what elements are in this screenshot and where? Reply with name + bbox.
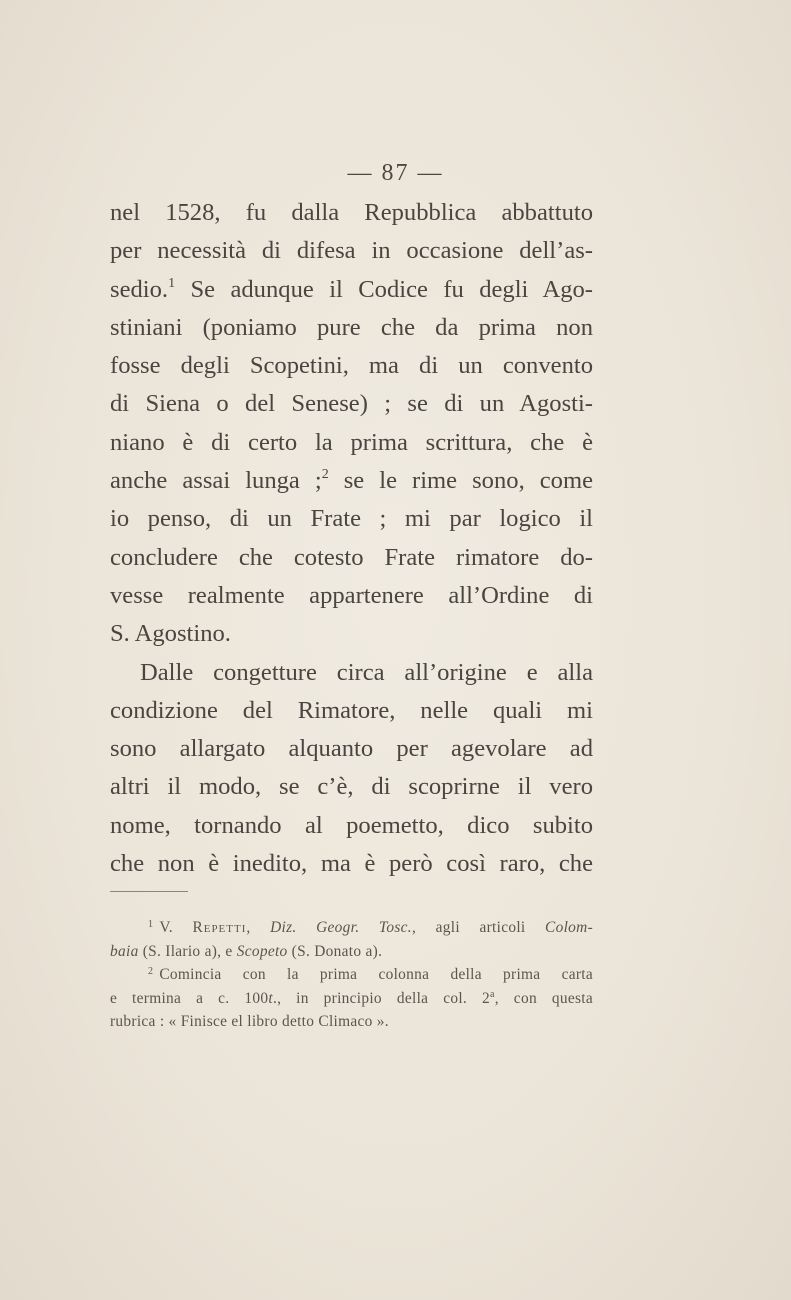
footnote-2-line: [110, 963, 593, 987]
footnote-mark: 2: [148, 966, 154, 977]
footnote-text: , agli articoli: [411, 919, 546, 936]
text-segment: Se adunque il Codice fu degli Ago-: [175, 275, 593, 303]
footnote-title: Diz. Geogr. Tosc.: [270, 919, 412, 936]
footnotes: [110, 916, 593, 1034]
text-line: vesse realmente appartenere all’Ordine di: [110, 581, 593, 609]
footnote-text: a: [489, 988, 495, 1000]
footnote-2-line: rubrica : « Finisce el libro detto Climaco ».: [110, 1013, 389, 1030]
text-line: [110, 271, 593, 309]
text-line: stiniani (poniamo pure che da prima non: [110, 313, 593, 341]
footnote-text: ., in principio della col. 2: [272, 989, 490, 1007]
main-text: [110, 194, 593, 883]
footnote-place: Colom-: [545, 919, 594, 936]
text-segment: se le rime sono, come: [328, 467, 593, 495]
footnote-text: (S. Ilario a), e: [138, 942, 237, 960]
text-line: per necessità di difesa in occasione dell’as-: [110, 237, 593, 265]
footnote-text: (S. Donato a).: [287, 942, 383, 960]
footnote-ref: 1: [168, 275, 176, 291]
footnote-divider: [110, 891, 188, 892]
footnote-text: e termina a c. 100: [110, 989, 269, 1007]
text-line: niano è di certo la prima scrittura, che è: [110, 428, 593, 456]
footnote-1-line: [110, 916, 593, 940]
text-line: di Siena o del Senese) ; se di un Agosti-: [110, 390, 593, 418]
footnote-author: Repetti: [192, 919, 247, 936]
text-line: altri il modo, se c’è, di scoprirne il vero: [110, 773, 593, 801]
text-segment: anche assai lunga ;: [110, 467, 322, 495]
footnote-2-line: [110, 987, 593, 1011]
text-line: concludere che cotesto Frate rimatore do-: [110, 543, 593, 571]
text-line: condizione del Rimatore, nelle quali mi: [110, 696, 593, 724]
footnote-text: V.: [159, 919, 193, 936]
footnote-1-line: [110, 940, 593, 964]
footnote-text: ,: [246, 919, 271, 936]
text-line: sono allargato alquanto per agevolare ad: [110, 735, 593, 763]
footnote-text: Comincia con la prima colonna della prima carta: [159, 966, 593, 983]
text-line: fosse degli Scopetini, ma di un convento: [110, 352, 593, 380]
footnote-text: t: [268, 989, 273, 1007]
footnote-mark: 1: [148, 919, 154, 930]
text-line: S. Agostino.: [110, 620, 231, 648]
footnote-ref: 2: [321, 467, 329, 483]
text-line: [110, 462, 593, 500]
text-line: Dalle congetture circa all’origine e alla: [140, 658, 593, 686]
footnote-text: , con questa: [494, 989, 593, 1007]
text-line: nel 1528, fu dalla Repubblica abbattuto: [110, 199, 593, 226]
text-line: che non è inedito, ma è però così raro, che: [110, 850, 593, 878]
page-number: — 87 —: [347, 160, 444, 186]
text-segment: sedio.: [110, 275, 169, 303]
text-line: io penso, di un Frate ; mi par logico il: [110, 505, 593, 533]
text-line: nome, tornando al poemetto, dico subito: [110, 811, 593, 839]
footnote-place: Scopeto: [236, 942, 288, 960]
footnote-place: baia: [110, 942, 139, 960]
